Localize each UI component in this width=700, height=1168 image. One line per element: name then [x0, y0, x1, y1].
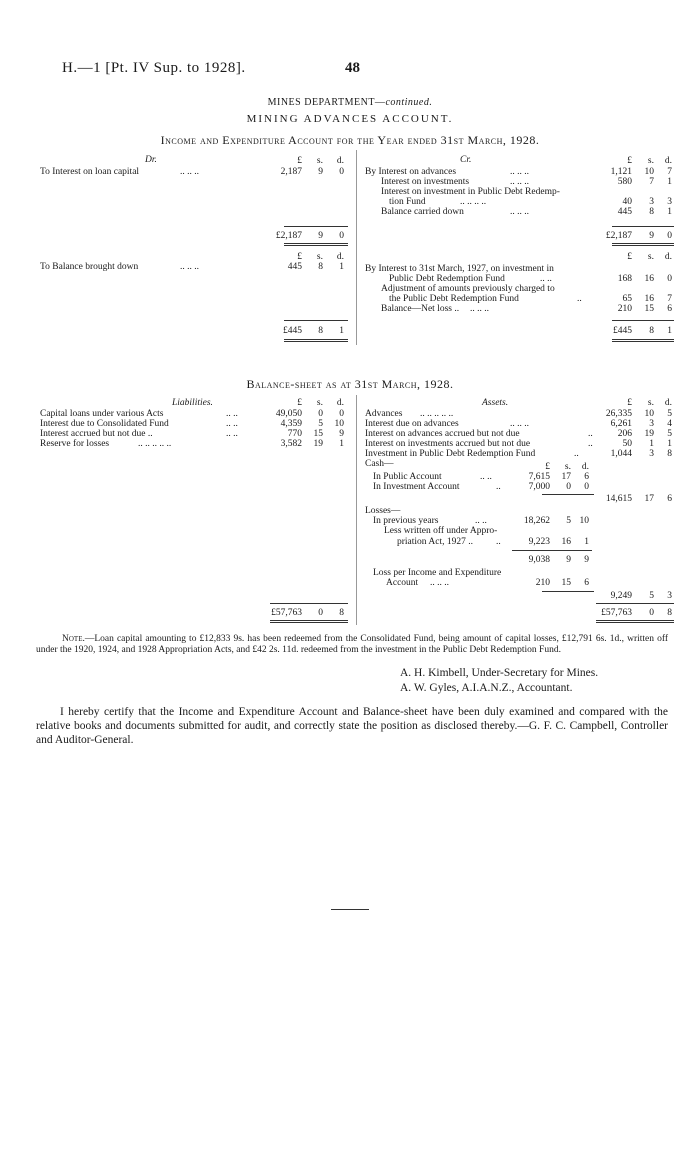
leader-dots: .. ..	[226, 409, 238, 419]
leader-dots: .. ..	[226, 419, 238, 429]
pound-header: £	[627, 252, 632, 262]
amount-pence: 0	[667, 274, 672, 284]
amount-shillings: 1	[649, 439, 654, 449]
note-lead: Note.	[62, 634, 85, 644]
amount-shillings: 7	[649, 177, 654, 187]
page-number: 48	[345, 60, 360, 76]
pence-header: d.	[336, 252, 344, 262]
cr-label: Cr.	[460, 155, 472, 165]
amount-shillings: 10	[644, 167, 654, 177]
total-rule	[284, 226, 348, 227]
shilling-header: s.	[316, 156, 323, 166]
amount-shillings: 15	[644, 304, 654, 314]
amount-shillings: 8	[649, 207, 654, 217]
amount-shillings: 3	[649, 419, 654, 429]
amount-pence: 3	[667, 591, 672, 601]
closing-rule	[331, 909, 369, 910]
amount-shillings: 17	[561, 472, 571, 482]
amount-pounds: 9,038	[528, 555, 550, 565]
amount-pounds: 210	[617, 304, 632, 314]
amount-pounds: 9,249	[610, 591, 632, 601]
ledger-label: the Public Debt Redemption Fund	[389, 294, 519, 304]
amount-pence: 6	[584, 472, 589, 482]
ledger-label: Reserve for losses	[40, 439, 110, 449]
amount-shillings: 19	[644, 429, 654, 439]
amount-pence: 1	[667, 177, 672, 187]
total-shillings: 8	[649, 326, 654, 336]
signature-accountant: A. W. Gyles, A.I.A.N.Z., Accountant.	[400, 682, 573, 694]
amount-shillings: 9	[566, 555, 571, 565]
pound-header: £	[297, 252, 302, 262]
amount-shillings: 5	[566, 516, 571, 526]
amount-pence: 5	[667, 409, 672, 419]
amount-pence: 4	[667, 419, 672, 429]
pound-header: £	[627, 398, 632, 408]
amount-shillings: 10	[644, 409, 654, 419]
amount-pence: 1	[667, 439, 672, 449]
ledger-label: Investment in Public Debt Redemption Fund	[365, 449, 536, 459]
leader-dots: .. .. ..	[180, 167, 199, 177]
pence-header: d.	[664, 252, 672, 262]
total-shillings: 0	[649, 608, 654, 618]
ledger-label: Advances	[365, 409, 403, 419]
amount-pounds: 445	[287, 262, 302, 272]
amount-pence: 1	[667, 207, 672, 217]
amount-shillings: 0	[318, 409, 323, 419]
double-rule	[284, 339, 348, 342]
ledger-label: Public Debt Redemption Fund	[389, 274, 505, 284]
balance-sheet-title: Balance-sheet as at 31st March, 1928.	[246, 377, 454, 391]
double-rule	[596, 620, 674, 623]
amount-shillings: 9	[318, 167, 323, 177]
leader-dots: ..	[588, 429, 593, 439]
leader-dots: ..	[496, 537, 501, 547]
total-rule	[612, 226, 674, 227]
amount-pence: 8	[667, 449, 672, 459]
leader-dots: .. ..	[540, 274, 552, 284]
ledger-label: To Interest on loan capital	[40, 167, 140, 177]
total-rule	[270, 603, 348, 604]
total-pounds: £2,187	[275, 231, 302, 241]
income-expenditure-title: Income and Expenditure Account for the Year ended 31st March, 1928.	[160, 133, 540, 147]
double-rule	[284, 243, 348, 246]
amount-shillings: 3	[649, 449, 654, 459]
shilling-header: s.	[647, 398, 654, 408]
amount-pounds: 770	[287, 429, 302, 439]
double-rule	[270, 620, 348, 623]
ledger-label: Less written off under Appro-	[384, 526, 498, 536]
leader-dots: .. ..	[480, 472, 492, 482]
ledger-label: Interest due on advances	[365, 419, 459, 429]
leader-dots: .. .. ..	[510, 177, 529, 187]
column-divider	[356, 150, 357, 345]
amount-pence: 10	[334, 419, 344, 429]
total-rule	[596, 603, 674, 604]
amount-pence: 3	[667, 197, 672, 207]
account-title: MINING ADVANCES ACCOUNT.	[246, 113, 454, 125]
subtotal-rule	[512, 550, 592, 551]
shilling-header: s.	[316, 398, 323, 408]
ledger-label: By Interest to 31st March, 1927, on investment in	[365, 264, 554, 274]
amount-pence: 5	[667, 429, 672, 439]
amount-pounds: 49,050	[275, 409, 302, 419]
ledger-label: Balance—Net loss ..	[381, 304, 460, 314]
ledger-label: Account	[386, 578, 419, 588]
amount-pounds: 7,615	[528, 472, 550, 482]
amount-pounds: 2,187	[280, 167, 302, 177]
total-pence: 0	[667, 231, 672, 241]
leader-dots: .. .. ..	[470, 304, 489, 314]
amount-pounds: 206	[617, 429, 632, 439]
total-pence: 1	[667, 326, 672, 336]
total-shillings: 9	[649, 231, 654, 241]
audit-certificate: I hereby certify that the Income and Expenditure Account and Balance-sheet have been duly examined and compared with the relative books and documents submitted for audit, and correctly state the position as disclosed thereby.—G. F. C. Campbell, Controller and Auditor-General.	[36, 706, 668, 746]
amount-pence: 7	[667, 167, 672, 177]
ledger-label: Interest on advances accrued but not due	[365, 429, 520, 439]
total-rule	[284, 320, 348, 321]
leader-dots: .. .. ..	[510, 419, 529, 429]
amount-pounds: 65	[622, 294, 632, 304]
ledger-label: Interest due to Consolidated Fund	[40, 419, 169, 429]
shilling-header: s.	[316, 252, 323, 262]
amount-shillings: 16	[561, 537, 571, 547]
leader-dots: ..	[574, 449, 579, 459]
amount-pounds: 580	[617, 177, 632, 187]
amount-shillings: 3	[649, 197, 654, 207]
pence-header: d.	[336, 156, 344, 166]
total-pounds: £445	[283, 326, 302, 336]
pence-header: d.	[336, 398, 344, 408]
amount-shillings: 0	[566, 482, 571, 492]
footnote	[36, 634, 668, 656]
amount-pence: 1	[584, 537, 589, 547]
amount-pounds: 445	[617, 207, 632, 217]
amount-pence: 7	[667, 294, 672, 304]
amount-pence: 9	[339, 429, 344, 439]
total-pounds: £445	[613, 326, 632, 336]
shilling-header: s.	[564, 462, 571, 472]
column-divider	[356, 395, 357, 625]
amount-pence: 0	[339, 409, 344, 419]
total-pounds: £2,187	[605, 231, 632, 241]
ledger-label: Loss per Income and Expenditure	[373, 568, 502, 578]
amount-pence: 6	[667, 304, 672, 314]
amount-pence: 0	[584, 482, 589, 492]
amount-shillings: 8	[318, 262, 323, 272]
dr-label: Dr.	[145, 155, 157, 165]
amount-pounds: 18,262	[523, 516, 550, 526]
ledger-label: priation Act, 1927 ..	[397, 537, 473, 547]
amount-shillings: 16	[644, 274, 654, 284]
amount-pence: 1	[339, 262, 344, 272]
amount-pence: 0	[339, 167, 344, 177]
leader-dots: .. .. .. .. ..	[138, 439, 172, 449]
total-pounds: £57,763	[271, 608, 302, 618]
total-pence: 8	[667, 608, 672, 618]
amount-pence: 1	[339, 439, 344, 449]
amount-shillings: 15	[561, 578, 571, 588]
ledger-label: Balance carried down	[381, 207, 464, 217]
amount-pence: 10	[579, 516, 589, 526]
ledger-label: To Balance brought down	[40, 262, 139, 272]
leader-dots: .. .. ..	[510, 207, 529, 217]
department-heading: MINES DEPARTMENT—continued.	[267, 97, 433, 108]
leader-dots: .. .. .. ..	[460, 197, 487, 207]
amount-pounds: 4,359	[280, 419, 302, 429]
note-text: —Loan capital amounting to £12,833 9s. has been redeemed from the Consolidated Fund, being amount of capital losses, £12,791 6s. 1d., written off under the 1920, 1924, and 1928 Appropriation Acts, and £42 2s. 11d. redeemed from the investment in the Public Debt Redemption Fund.	[36, 634, 668, 655]
ledger-label: Adjustment of amounts previously charged to	[381, 284, 555, 294]
total-pounds: £57,763	[601, 608, 632, 618]
ledger-label: By Interest on advances	[365, 167, 457, 177]
shilling-header: s.	[647, 156, 654, 166]
total-pence: 1	[339, 326, 344, 336]
assets-label: Assets.	[482, 398, 509, 408]
total-rule	[612, 320, 674, 321]
ledger-label: Interest accrued but not due ..	[40, 429, 153, 439]
liabilities-label: Liabilities.	[172, 398, 213, 408]
double-rule	[612, 339, 674, 342]
amount-pounds: 1,121	[610, 167, 632, 177]
amount-shillings: 15	[313, 429, 323, 439]
amount-pounds: 50	[622, 439, 632, 449]
pound-header: £	[627, 156, 632, 166]
amount-shillings: 5	[649, 591, 654, 601]
ledger-label: In Investment Account	[373, 482, 460, 492]
signature-undersecretary: A. H. Kimbell, Under-Secretary for Mines.	[400, 667, 599, 679]
amount-shillings: 19	[313, 439, 323, 449]
leader-dots: .. .. ..	[430, 578, 449, 588]
pence-header: d.	[581, 462, 589, 472]
total-shillings: 9	[318, 231, 323, 241]
amount-pence: 6	[584, 578, 589, 588]
leader-dots: .. .. ..	[180, 262, 199, 272]
leader-dots: .. ..	[226, 429, 238, 439]
leader-dots: .. .. ..	[510, 167, 529, 177]
ledger-label: Capital loans under various Acts	[40, 409, 164, 419]
ledger-label: In previous years	[373, 516, 439, 526]
ledger-label: Interest on investments accrued but not due	[365, 439, 531, 449]
pound-header: £	[297, 398, 302, 408]
pound-header: £	[545, 462, 550, 472]
pence-header: d.	[664, 156, 672, 166]
amount-pounds: 3,582	[280, 439, 302, 449]
ledger-label: Interest on investment in Public Debt Redemp-	[381, 187, 560, 197]
ledger-label: Interest on investments	[381, 177, 470, 187]
page-reference: H.—1 [Pt. IV Sup. to 1928].	[62, 60, 246, 76]
amount-pounds: 14,615	[605, 494, 632, 504]
ledger-label: In Public Account	[373, 472, 442, 482]
pence-header: d.	[664, 398, 672, 408]
leader-dots: ..	[496, 482, 501, 492]
pound-header: £	[297, 156, 302, 166]
leader-dots: ..	[588, 439, 593, 449]
cash-label: Cash—	[365, 459, 394, 469]
ledger-label: tion Fund	[389, 197, 426, 207]
amount-pence: 6	[667, 494, 672, 504]
leader-dots: .. .. .. .. ..	[420, 409, 454, 419]
amount-pounds: 1,044	[610, 449, 632, 459]
shilling-header: s.	[647, 252, 654, 262]
amount-pounds: 26,335	[605, 409, 632, 419]
leader-dots: .. ..	[475, 516, 487, 526]
amount-shillings: 5	[318, 419, 323, 429]
total-shillings: 8	[318, 326, 323, 336]
amount-shillings: 17	[644, 494, 654, 504]
amount-pence: 9	[584, 555, 589, 565]
amount-pounds: 9,223	[528, 537, 550, 547]
amount-pounds: 210	[535, 578, 550, 588]
amount-pounds: 6,261	[610, 419, 632, 429]
amount-pounds: 7,000	[528, 482, 550, 492]
total-pence: 0	[339, 231, 344, 241]
total-pence: 8	[339, 608, 344, 618]
total-shillings: 0	[318, 608, 323, 618]
amount-shillings: 16	[644, 294, 654, 304]
leader-dots: ..	[577, 294, 582, 304]
losses-label: Losses—	[365, 506, 401, 516]
amount-pounds: 168	[617, 274, 632, 284]
amount-pounds: 40	[622, 197, 632, 207]
double-rule	[612, 243, 674, 246]
